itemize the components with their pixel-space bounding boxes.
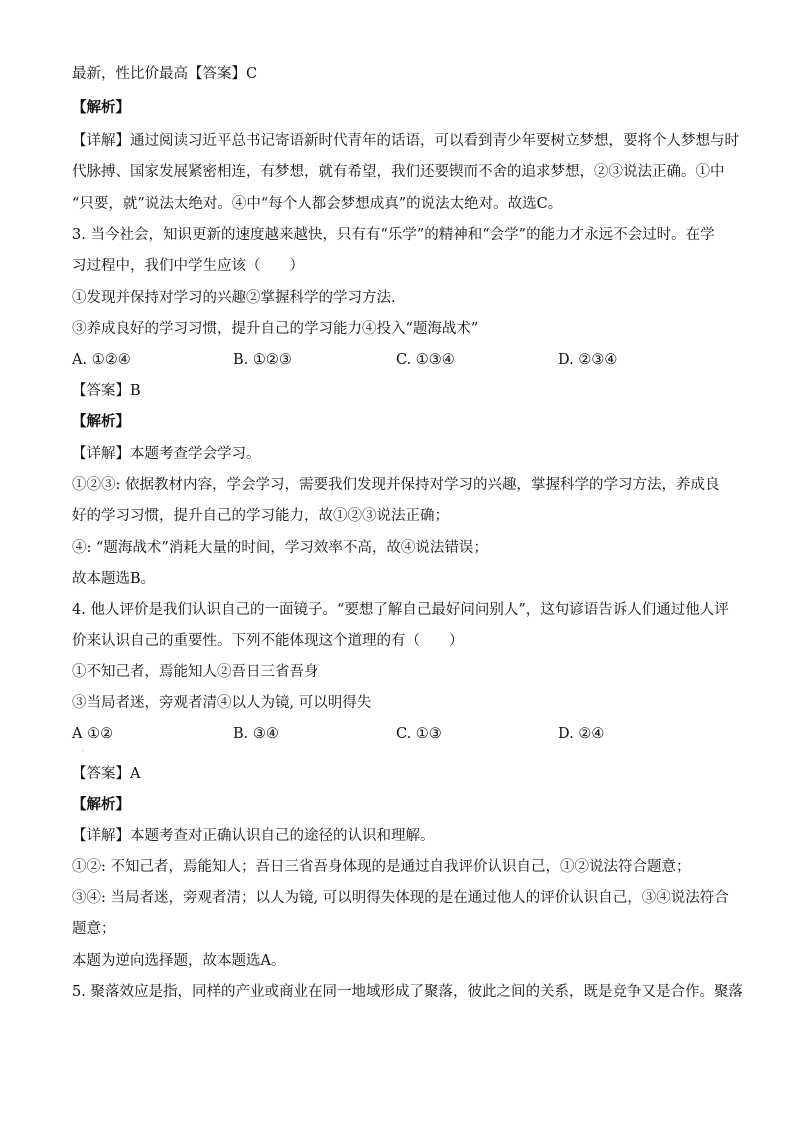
option-c: C. ①③ — [396, 726, 442, 742]
option-d: D. ②③④ — [558, 352, 618, 368]
text-line: 故本题选B。 — [72, 571, 156, 587]
text-line: ③④: 当局者迷，旁观者清；以人为镜, 可以明得失体现的是在通过他人的评价认识自己，③④说法符合 — [72, 890, 729, 906]
text-line: “只要，就”说法太绝对。④中“每个人都会梦想成真”的说法太绝对。故选C。 — [72, 196, 563, 212]
option-a: A. ①②④ — [72, 352, 131, 368]
text-line: 题意； — [72, 921, 116, 937]
question-text: 价来认识自己的重要性。下列不能体现这个道理的有（ ） — [72, 633, 464, 649]
text-line: 代脉搏、国家发展紧密相连，有梦想，就有希望，我们还要锲而不舍的追求梦想，②③说法正确。①中 — [72, 164, 725, 180]
question-text: 3. 当今社会，知识更新的速度越来越快，只有有“乐学”的精神和“会学”的能力才永远不会过时。在学 — [72, 227, 715, 243]
section-heading: 【解析】 — [72, 413, 130, 430]
text-line: ①②: 不知己者，焉能知人；吾日三省吾身体现的是通过自我评价认识自己，①②说法符合题意； — [72, 859, 691, 875]
text-line: 【详解】本题考查对正确认识自己的途径的认识和理解。 — [72, 828, 435, 844]
text-line: ①发现并保持对学习的兴趣②掌握科学的学习方法. — [72, 290, 396, 306]
question-text: 4. 他人评价是我们认识自己的一面镜子。“要想了解自己最好问问别人”，这句谚语告诉人们通过他人评 — [72, 602, 729, 618]
text-line: 【详解】通过阅读习近平总书记寄语新时代青年的话语，可以看到青少年要树立梦想，要将个人梦想与时 — [72, 133, 739, 149]
text-line: ③当局者迷，旁观者清④以人为镜, 可以明得失 — [72, 695, 372, 711]
option-b: B. ①②③ — [233, 352, 292, 368]
question-text: 习过程中，我们中学生应该（ ） — [72, 258, 304, 274]
section-heading: 【解析】 — [72, 99, 130, 116]
stray-dot: · — [82, 748, 84, 755]
text-line: 本题为逆向选择题，故本题选A。 — [72, 953, 286, 969]
text-line: ①②③: 依据教材内容，学会学习，需要我们发现并保持对学习的兴趣，掌握科学的学习方法，养成良 — [72, 477, 720, 493]
option-d: D. ②④ — [558, 726, 605, 742]
question-text: 5. 聚落效应是指，同样的产业或商业在同一地域形成了聚落，彼此之间的关系，既是竞争又是合作。聚落 — [72, 984, 743, 1000]
text-line: 最新，性比价最高【答案】C — [72, 66, 258, 82]
answer-line: 【答案】A — [72, 766, 141, 782]
option-b: B. ③④ — [233, 726, 279, 742]
text-line: ③养成良好的学习习惯，提升自己的学习能力④投入“题海战术” — [72, 321, 479, 337]
text-line: 【详解】本题考查学会学习。 — [72, 446, 261, 462]
text-line: ①不知己者，焉能知人②吾日三省吾身 — [72, 664, 319, 680]
option-a: A ①② — [72, 726, 114, 742]
answer-line: 【答案】B — [72, 383, 141, 399]
text-line: 好的学习习惯，提升自己的学习能力，故①②③说法正确； — [72, 508, 449, 524]
text-line: ④: “题海战术”消耗大量的时间，学习效率不高，故④说法错误； — [72, 540, 488, 556]
option-c: C. ①③④ — [396, 352, 455, 368]
section-heading: 【解析】 — [72, 796, 130, 813]
